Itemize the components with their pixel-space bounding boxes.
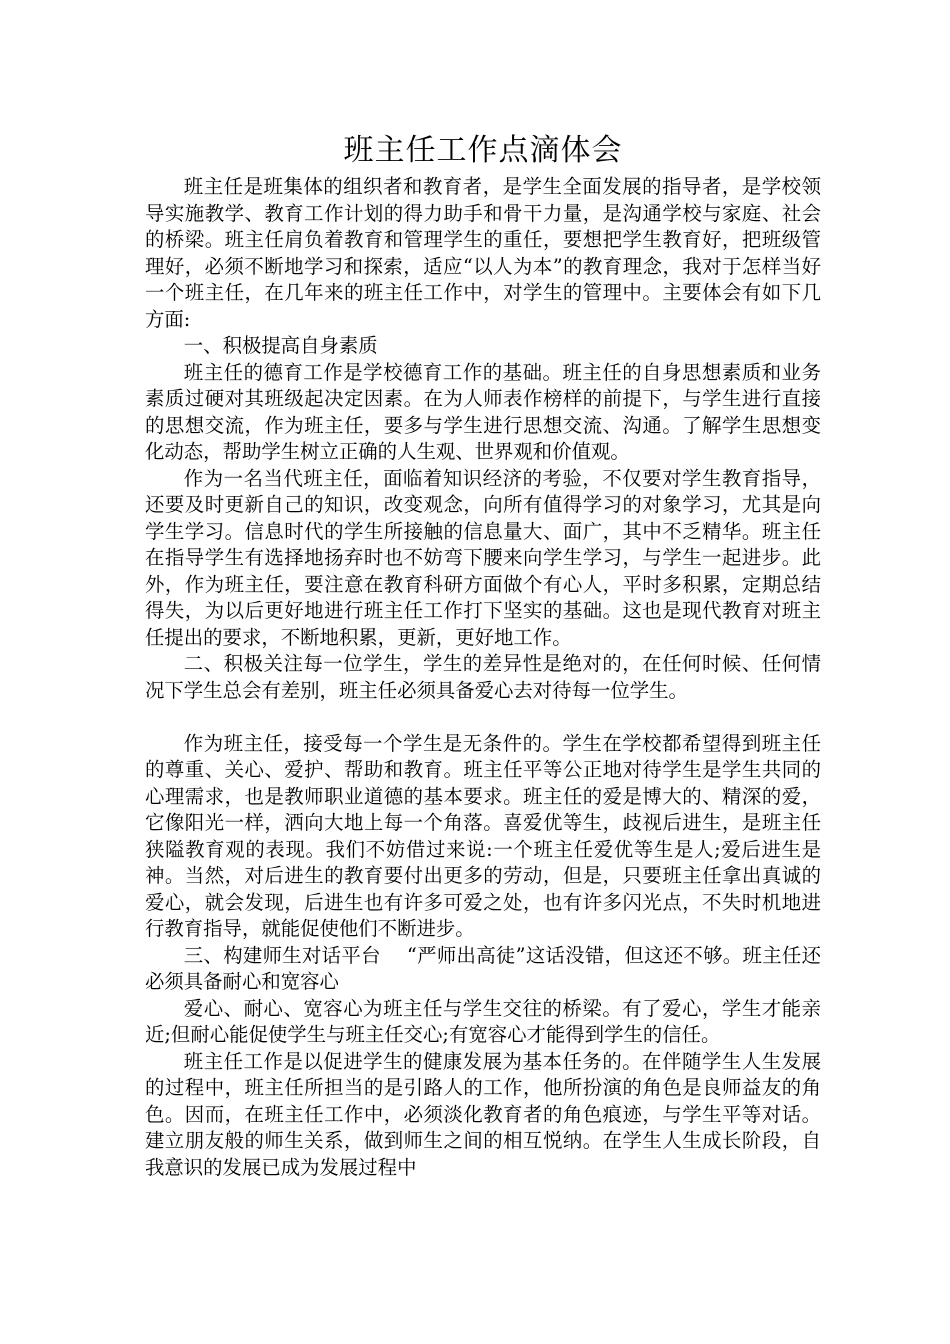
blank-line <box>145 704 821 731</box>
document-title: 班主任工作点滴体会 <box>343 133 623 168</box>
intro-paragraph: 班主任是班集体的组织者和教育者，是学生全面发展的指导者，是学校领导实施教学、教育工作计划的得力助手和骨干力量，是沟通学校与家庭、社会的桥梁。班主任肩负着教育和管理学生的重任，要想把学生教育好，把班级管理好，必须不断地学习和探索，适应“以人为本”的教育理念，我对于怎样当好一个班主任，在几年来的班主任工作中，对学生的管理中。主要体会有如下几方面: <box>145 175 821 331</box>
section-3-paragraph-2: 班主任工作是以促进学生的健康发展为基本任务的。在伴随学生人生发展的过程中，班主任所担当的是引路人的工作，他所扮演的角色是良师益友的角色。因而，在班主任工作中，必须淡化教育者的角色痕迹，与学生平等对话。建立朋友般的师生关系，做到师生之间的相互悦纳。在学生人生成长阶段，自我意识的发展已成为发展过程中 <box>145 1049 821 1179</box>
section-1-paragraph-2: 作为一名当代班主任，面临着知识经济的考验，不仅要对学生教育指导，还要及时更新自己的知识，改变观念，向所有值得学习的对象学习，尤其是向学生学习。信息时代的学生所接触的信息量大、面广，其中不乏精华。班主任在指导学生有选择地扬弃时也不妨弯下腰来向学生学习，与学生一起进步。此外，作为班主任，要注意在教育科研方面做个有心人，平时多积累，定期总结得失，为以后更好地进行班主任工作打下坚实的基础。这也是现代教育对班主任提出的要求，不断地积累，更新，更好地工作。 <box>145 466 821 649</box>
section-1-heading: 一、积极提高自身素质 <box>183 334 378 357</box>
document-page <box>145 130 821 1181</box>
section-3-paragraph-1: 爱心、耐心、宽容心为班主任与学生交往的桥梁。有了爱心，学生才能亲近;但耐心能促使学生与班主任交心;有宽容心才能得到学生的信任。 <box>145 996 821 1046</box>
section-3-heading-paragraph: 三、构建师生对话平台 “严师出高徒”这话没错，但这还不够。班主任还必须具备耐心和宽容心 <box>145 943 821 993</box>
section-1-paragraph-1: 班主任的德育工作是学校德育工作的基础。班主任的自身思想素质和业务素质过硬对其班级起决定因素。在为人师表作榜样的前提下，与学生进行直接的思想交流，作为班主任，要多与学生进行思想交流、沟通。了解学生思想变化动态，帮助学生树立正确的人生观、世界观和价值观。 <box>145 360 821 463</box>
section-2-paragraph-1: 作为班主任，接受每一个学生是无条件的。学生在学校都希望得到班主任的尊重、关心、爱护、帮助和教育。班主任平等公正地对待学生是学生共同的心理需求，也是教师职业道德的基本要求。班主任的爱是博大的、精深的爱，它像阳光一样，洒向大地上每一个角落。喜爱优等生，歧视后进生，是班主任狭隘教育观的表现。我们不妨借过来说:一个班主任爱优等生是人;爱后进生是神。当然，对后进生的教育要付出更多的劳动，但是，只要班主任拿出真诚的爱心，就会发现，后进生也有许多可爱之处，也有许多闪光点，不失时机地进行教育指导，就能促使他们不断进步。 <box>145 731 821 940</box>
section-2-heading-paragraph: 二、积极关注每一位学生，学生的差异性是绝对的，在任何时候、任何情况下学生总会有差别，班主任必须具备爱心去对待每一位学生。 <box>145 652 821 702</box>
